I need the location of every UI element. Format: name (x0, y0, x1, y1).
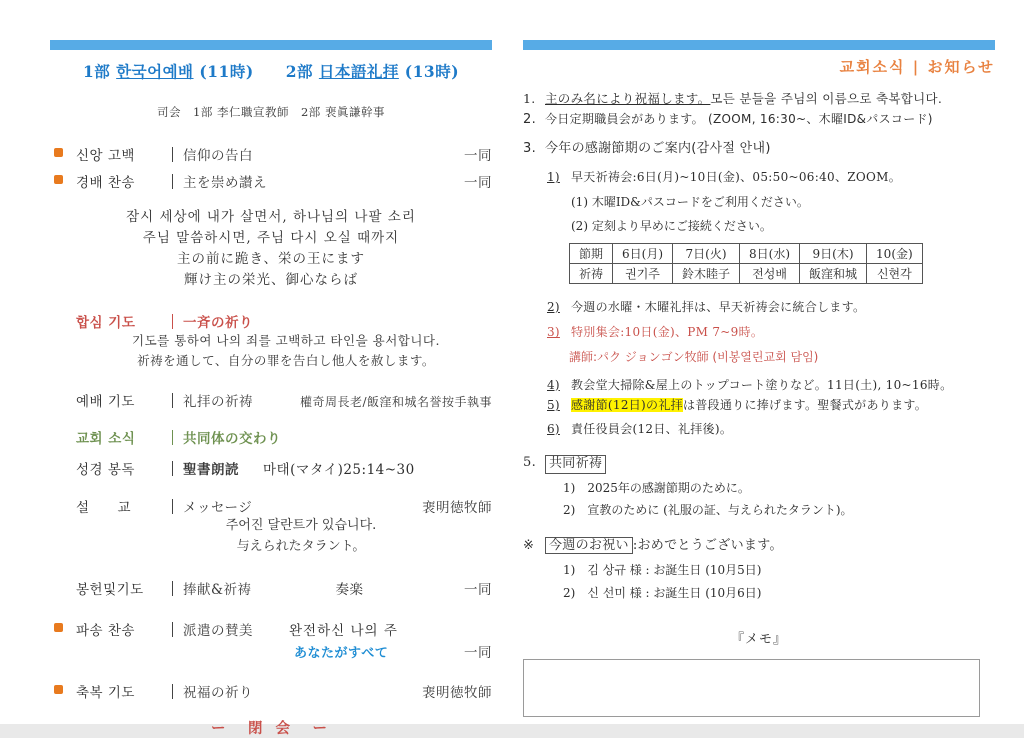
memo-title: 『メモ』 (730, 631, 787, 647)
sub-number: 3) (547, 325, 560, 340)
table-cell: 祈祷 (570, 263, 613, 283)
table-cell: 8日(水) (740, 243, 800, 263)
item-performer: 一同 (464, 644, 492, 661)
table-cell: 권기주 (613, 263, 673, 283)
sub-item-5-text (571, 398, 927, 414)
item-performer: 裵明徳牧師 (422, 684, 492, 701)
prayer-schedule-table (569, 243, 923, 284)
item-number: 5. (523, 455, 537, 471)
item-label-jp: メッセージ (183, 499, 253, 516)
announcement-3-text: 今年の感謝節期のご案内(감사절 안내) (545, 141, 771, 157)
table-row (570, 243, 923, 263)
announcement-2-text: 今日定期職員会があります。 (ZOOM, 16:30~、木曜ID&パスコード) (545, 112, 933, 127)
table-cell: 鈴木睦子 (673, 263, 740, 283)
birthday-1: 1) 김 상규 様 : お誕生日 (10月5日) (563, 563, 762, 578)
sending-song-title-jp: あなたがすべて (294, 645, 389, 661)
offering-music: 奏楽 (335, 581, 364, 598)
reference-mark: ※ (523, 538, 535, 554)
announcement-1-jp: 主のみ名により祝福します。 (545, 91, 711, 106)
sub-item-5 (547, 398, 995, 414)
item-label-jp: 一斉の祈り (183, 314, 253, 331)
announcements-column (523, 40, 995, 717)
order-item-worship-prayer (50, 390, 492, 410)
item-label-kr: 예배 기도 (76, 393, 135, 410)
sub-item-4 (547, 378, 995, 394)
sub-number: 5) (547, 398, 560, 413)
item-label-jp: 主を崇め讃え (183, 175, 267, 191)
item-label-jp: 祝福の祈り (183, 684, 253, 701)
item-label-jp: 捧献&祈祷 (183, 581, 252, 598)
sub-item-6-text: 責任役員会(12日、礼拝後)。 (571, 421, 733, 436)
divider (172, 393, 173, 408)
order-item-sermon (50, 496, 492, 516)
hymn-line: 잠시 세상에 내가 살면서, 하나님의 나팔 소리 (126, 209, 416, 225)
divider (172, 499, 173, 514)
sub-item-2-text: 今週の水曜・木曜礼拝は、早天祈祷会に統合します。 (571, 299, 866, 314)
table-cell: 飯窪和城 (800, 263, 867, 283)
title-gap (254, 62, 286, 81)
scripture-reference: 마태(マタイ)25:14~30 (263, 461, 415, 478)
sermon-title-jp: 与えられたタラント。 (236, 538, 366, 554)
table-cell: 7日(火) (673, 243, 740, 263)
item-label-jp: 派遣の賛美 (183, 622, 253, 639)
sub-number: 2) (547, 299, 560, 314)
table-cell: 節期 (570, 243, 613, 263)
sub-item-3-text: 特別集会:10日(金)、PM 7~9時。 (571, 325, 764, 340)
service1-time: (11時) (193, 62, 254, 81)
celebration-section (523, 538, 995, 555)
prayer-desc-kr: 기도를 통하여 나의 죄를 고백하고 타인을 용서합니다. (132, 332, 440, 348)
item-label-kr: 성경 봉독 (76, 461, 135, 478)
divider (172, 622, 173, 637)
table-row (570, 263, 923, 283)
highlighted-text: 感謝節(12日)の礼拝 (571, 398, 683, 413)
table-cell: 9日(木) (800, 243, 867, 263)
hymn-line: 輝け主の栄光、御心ならば (184, 271, 358, 288)
birthday-2: 2) 신 선미 様 : お誕生日 (10月6日) (563, 585, 762, 600)
item-label-kr: 경배 찬송 (76, 175, 135, 191)
announcements-header: 교회소식 | お知らせ (839, 58, 995, 76)
celebration-rest: :おめでとうございます。 (632, 538, 783, 554)
item-number: 2. (523, 112, 537, 128)
table-cell: 신현각 (867, 263, 923, 283)
prayer-desc-jp: 祈祷を通して、自分の罪を告白し他人を赦します。 (137, 353, 435, 369)
item-label-kr: 설 교 (76, 499, 132, 516)
order-item-worship-song (50, 171, 492, 191)
mc-line: 司会 1部 李仁職宣教師 2部 裵眞謙幹事 (157, 105, 385, 119)
sending-song-line2 (50, 641, 492, 661)
item-label-kr: 신앙 고백 (76, 148, 135, 164)
item-label-jp: 聖書朗読 (183, 461, 239, 478)
joint-prayer-box: 共同祈祷 (545, 455, 606, 474)
sub-item-3-lecturer: 講師:パク ジョンゴン牧師 (비봉열린교회 담임) (569, 350, 819, 364)
sub-item-1-text: 早天祈祷会:6日(月)~10日(金)、05:50~06:40、ZOOM。 (571, 170, 902, 185)
item-label-jp: 共同体の交わり (183, 430, 281, 447)
item-performer: 一同 (464, 148, 492, 164)
item-performer: 一同 (464, 175, 492, 191)
left-blue-bar (50, 40, 492, 50)
item-performer: 權奇周長老/飯窪和城名誉按手執事 (299, 394, 492, 409)
announcement-2 (523, 112, 995, 129)
order-item-church-news (50, 427, 492, 447)
celebration-box: 今週のお祝い (545, 537, 633, 554)
service2-name: 日本語礼拝 (318, 62, 399, 81)
hymn-line: 主の前に跪き、栄の王にます (177, 250, 365, 267)
item-number: 3. (523, 141, 537, 157)
announcement-1-kr: 모든 분들을 주님의 이름으로 축복합니다. (710, 91, 943, 106)
joint-prayer-1: 1) 2025年の感謝節期のために。 (563, 481, 750, 496)
bullet-icon (54, 685, 63, 694)
item-performer: 一同 (464, 581, 492, 598)
sermon-title (50, 516, 492, 558)
sub-item-1a: (1) 木曜ID&パスコードをご利用ください。 (571, 194, 809, 209)
sub-item-4-text: 教会堂大掃除&屋上のトップコート塗りなど。11日(土), 10~16時。 (571, 377, 953, 392)
closing-line: ー 閉 会 ー (210, 719, 332, 737)
divider (172, 147, 173, 162)
announcement-1-text (545, 91, 942, 107)
item-label-kr: 합심 기도 (76, 314, 136, 331)
sub-item-5-rest: は普段通りに捧げます。聖餐式があります。 (682, 398, 928, 413)
item-number: 1. (523, 91, 536, 106)
announcement-3 (523, 141, 995, 158)
joint-prayer-2: 2) 宣教のために (礼服の証、与えられたタラント)。 (563, 502, 853, 517)
item-label-jp: 信仰の告白 (183, 148, 253, 164)
announcement-1 (523, 91, 995, 107)
divider (172, 430, 173, 445)
service-title (50, 60, 492, 82)
celebration-heading (545, 538, 783, 555)
item-label-kr: 파송 찬송 (76, 622, 135, 639)
sub-item-2 (547, 300, 995, 316)
divider (172, 684, 173, 699)
sub-item-3 (547, 325, 995, 341)
item-label-kr: 축복 기도 (76, 684, 135, 701)
table-cell: 10(金) (867, 243, 923, 263)
table-cell: 전성배 (740, 263, 800, 283)
divider (172, 581, 173, 596)
bullet-icon (54, 175, 63, 184)
order-item-offering (50, 578, 492, 598)
worship-order-column (50, 40, 492, 738)
sub-item-1b: (2) 定刻より早めにご接続ください。 (571, 219, 772, 234)
divider (172, 314, 173, 329)
sub-number: 4) (547, 377, 560, 392)
item-label-kr: 봉헌및기도 (76, 581, 144, 598)
union-prayer-desc (50, 331, 492, 372)
item-label-jp: 礼拝の祈祷 (183, 393, 253, 410)
sending-song-title-kr: 완전하신 나의 주 (289, 622, 398, 639)
order-item-blessing (50, 681, 492, 701)
divider (172, 461, 173, 476)
sub-item-6 (547, 422, 995, 438)
hymn-line: 주님 말씀하시면, 주님 다시 오실 때까지 (142, 229, 400, 246)
order-item-scripture (50, 458, 492, 478)
order-item-faith-confession (50, 144, 492, 164)
order-item-sending-song (50, 619, 492, 639)
right-blue-bar (523, 40, 995, 50)
sub-item-1 (547, 170, 995, 186)
sub-number: 1) (547, 170, 560, 185)
service1-prefix: 1部 (82, 62, 117, 81)
bullet-icon (54, 623, 63, 632)
sub-number: 6) (547, 421, 560, 436)
announcement-5 (523, 455, 995, 474)
service1-name: 한국어예배 (116, 62, 194, 81)
order-item-union-prayer (50, 311, 492, 331)
service2-time: (13時) (398, 62, 460, 81)
divider (172, 174, 173, 189)
service2-prefix: 2部 (285, 62, 319, 81)
hymn-lyrics (50, 207, 492, 291)
table-cell: 6日(月) (613, 243, 673, 263)
bullet-icon (54, 148, 63, 157)
sermon-title-kr: 주어진 달란트가 있습니다. (225, 517, 377, 533)
item-performer: 裵明徳牧師 (422, 499, 492, 516)
item-label-kr: 교회 소식 (76, 430, 136, 447)
memo-box (523, 659, 980, 717)
